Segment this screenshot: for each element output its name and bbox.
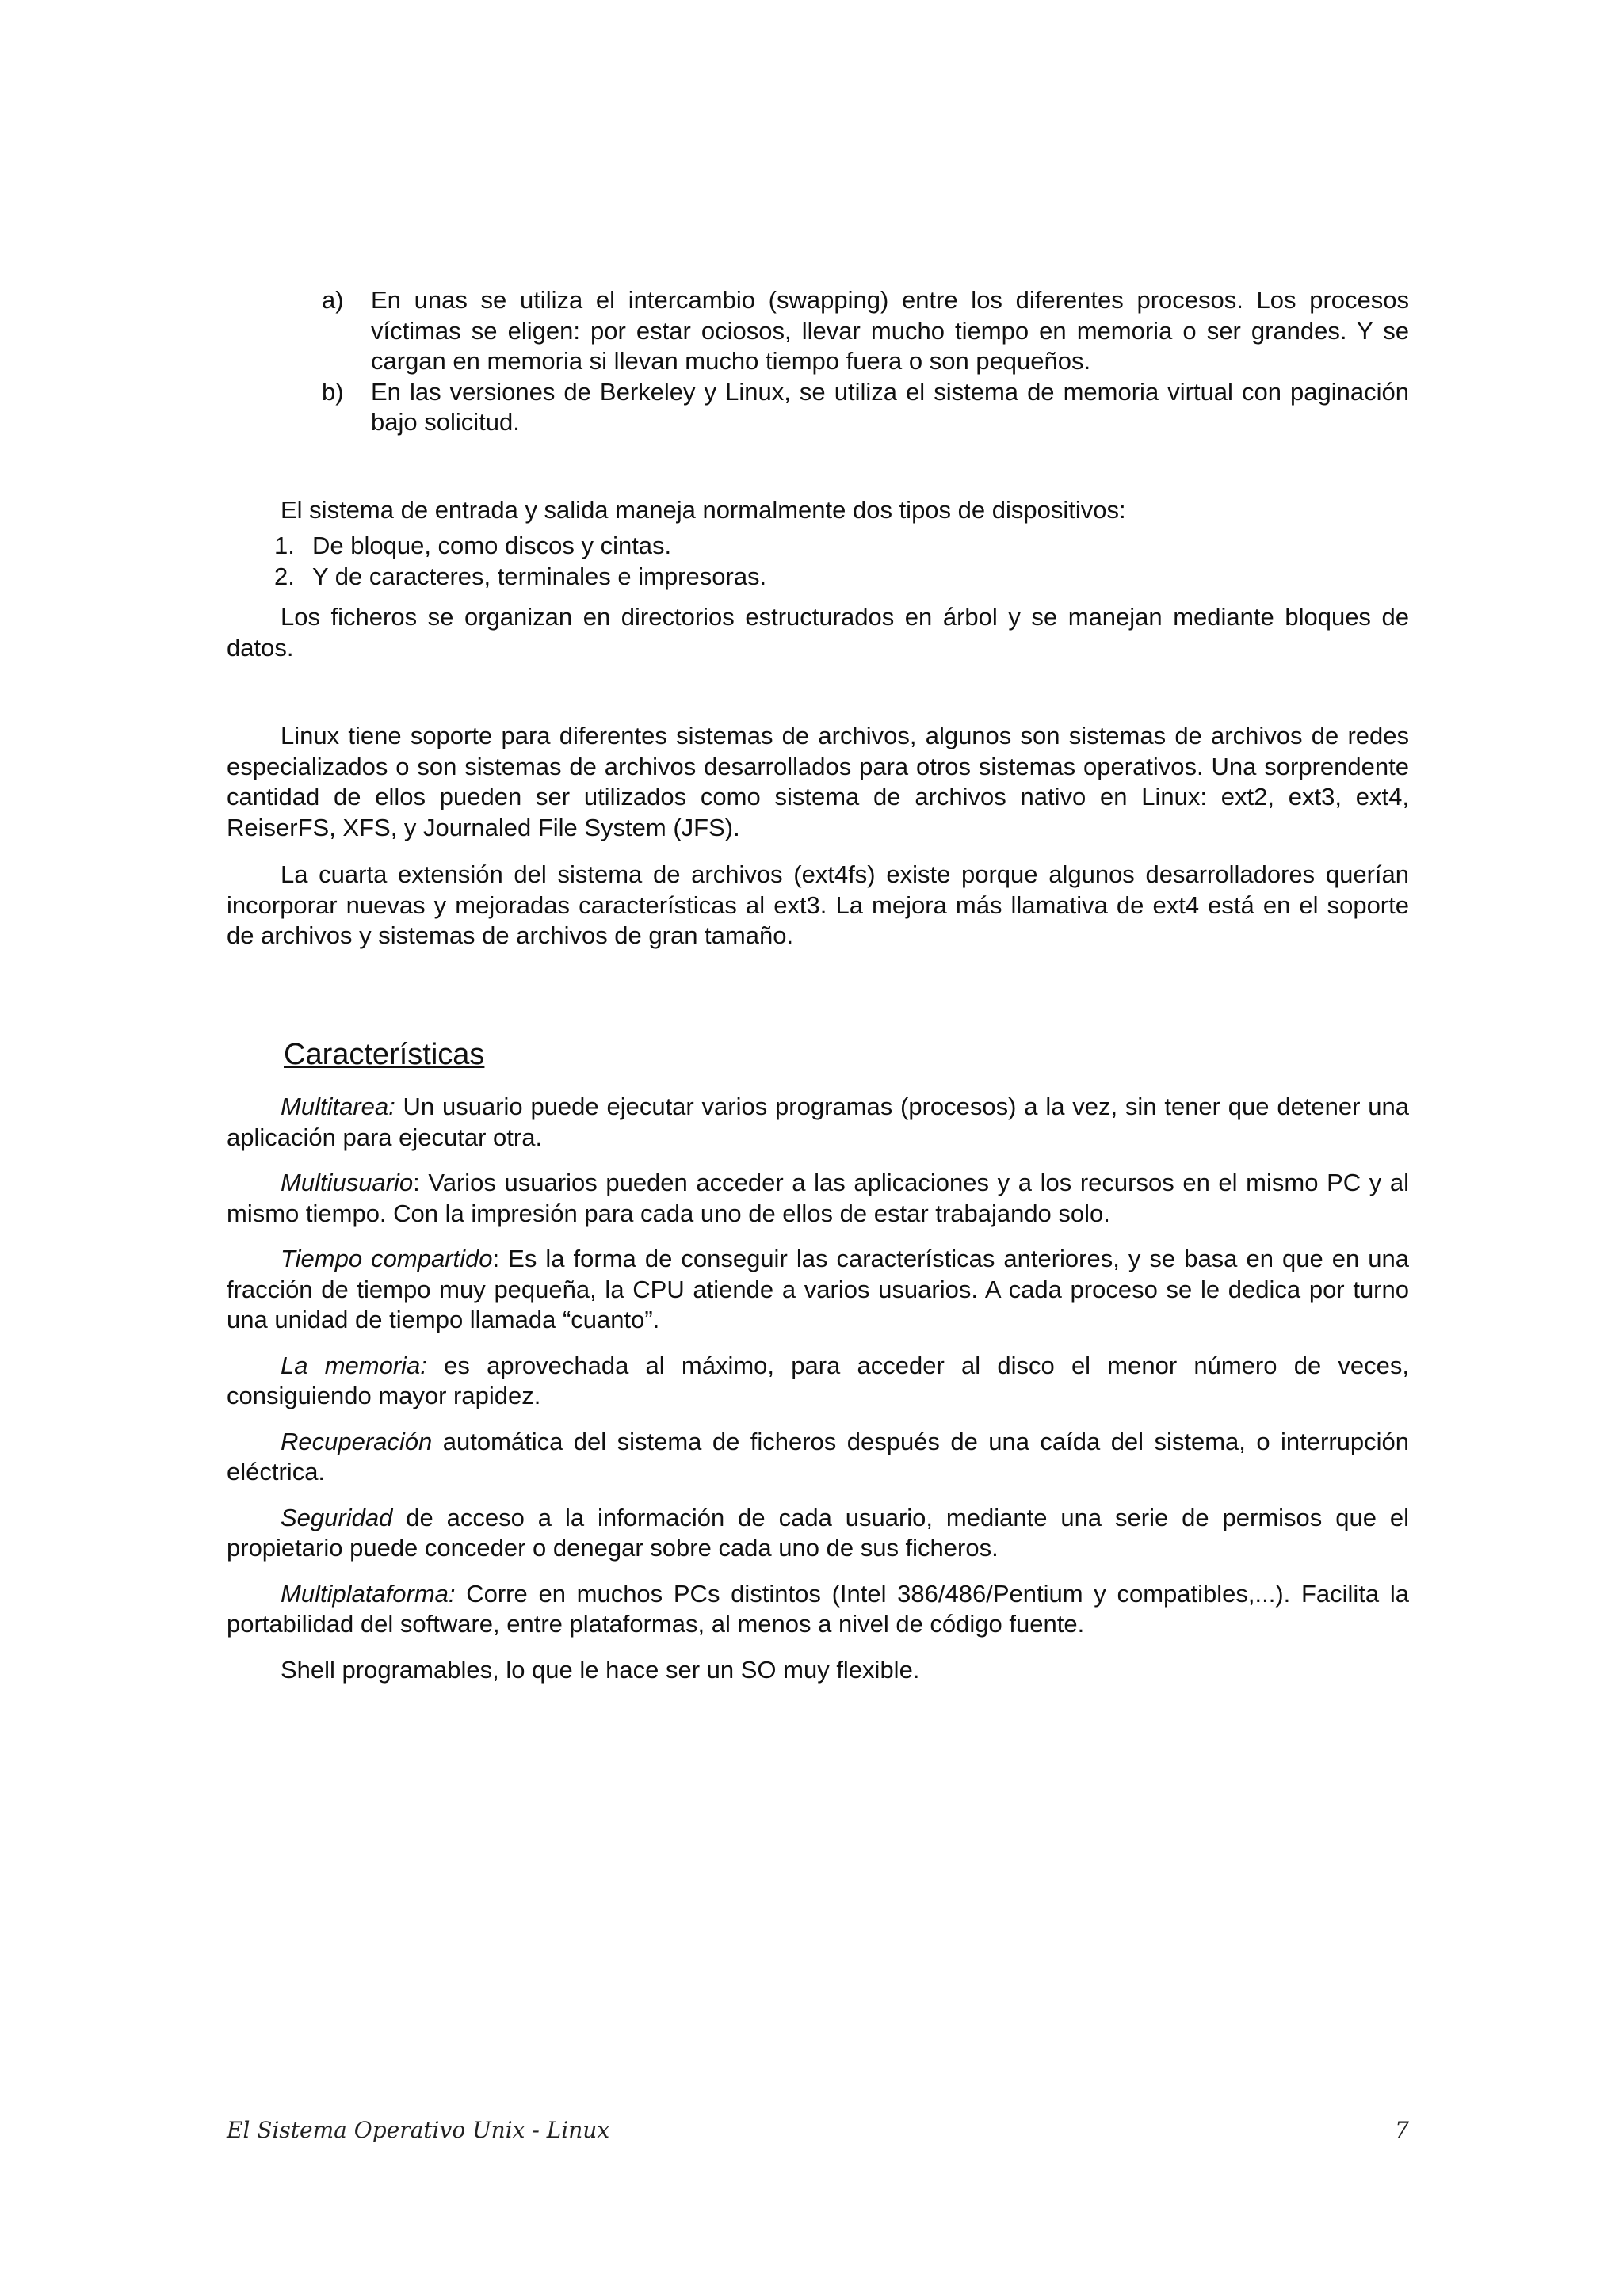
feature-term: La memoria: [281, 1351, 427, 1379]
feature-text: Un usuario puede ejecutar varios programas (procesos) a la vez, sin tener que detener una aplicación para ejecutar otra. [227, 1093, 1409, 1151]
section-heading: Características [284, 1038, 485, 1071]
feature-term: Multiusuario [281, 1169, 414, 1196]
page-number: 7 [1395, 2117, 1409, 2143]
footer-title: El Sistema Operativo Unix - Linux [227, 2117, 610, 2143]
feature-paragraph [227, 1503, 1409, 1564]
feature-paragraph [227, 1427, 1409, 1488]
feature-term: Recuperación [281, 1427, 433, 1455]
feature-text: es aprovechada al máximo, para acceder al disco el menor número de veces, consiguiendo mayor rapidez. [227, 1351, 1409, 1409]
feature-text: Corre en muchos PCs distintos (Intel 386/486/Pentium y compatibles,...). Facilita la portabilidad del software, entre plataformas, al menos a nivel de código fuente. [227, 1579, 1409, 1638]
feature-term: Tiempo compartido [281, 1245, 493, 1272]
linux-filesystems-paragraph: Linux tiene soporte para diferentes sistemas de archivos, algunos son sistemas de archivos de redes especializados o son sistemas de archivos desarrollados para otros sistemas operativos. Una sorprendente cantidad de ellos pueden ser utilizados como sistema de archivos nativo en Linux: ext2, ext3, ext4, ReiserFS, XFS, y Journaled File System (JFS). [227, 722, 1409, 841]
list-marker: 2. [274, 562, 295, 590]
feature-text: de acceso a la información de cada usuario, mediante una serie de permisos que el propietario puede conceder o denegar sobre cada uno de sus ficheros. [227, 1503, 1409, 1562]
list-item [274, 531, 766, 562]
feature-paragraph [227, 1351, 1409, 1412]
feature-paragraph [227, 1168, 1409, 1229]
list-item [322, 285, 1409, 377]
ext4-paragraph: La cuarta extensión del sistema de archivos (ext4fs) existe porque algunos desarrolladores querían incorporar nuevas y mejoradas características al ext3. La mejora más llamativa de ext4 está en el soporte de archivos y sistemas de archivos de gran tamaño. [227, 860, 1409, 949]
feature-term: Multiplataforma: [281, 1579, 456, 1608]
feature-paragraph [227, 1092, 1409, 1153]
feature-term: Multitarea: [281, 1093, 395, 1120]
feature-text: : Es la forma de conseguir las características anteriores, y se basa en que en una fracción de tiempo muy pequeña, la CPU atiende a varios usuarios. A cada proceso se le dedica por turno una unidad de tiempo llamada “cuanto”. [227, 1245, 1410, 1333]
memory-management-list [322, 285, 1409, 438]
ficheros-paragraph: Los ficheros se organizan en directorios estructurados en árbol y se manejan mediante bloques de datos. [227, 603, 1409, 662]
list-item-text: Y de caracteres, terminales e impresoras. [312, 562, 767, 590]
feature-term: Seguridad [281, 1503, 393, 1531]
device-types-list [274, 531, 766, 592]
page-footer [227, 2117, 1409, 2149]
list-marker: 1. [274, 532, 295, 559]
list-marker: b) [322, 377, 344, 406]
list-item-text: En unas se utiliza el intercambio (swapping) entre los diferentes procesos. Los procesos víctimas se eligen: por estar ociosos, llevar mucho tiempo en memoria o ser grandes. Y se cargan en memoria si llevan mucho tiempo fuera o son pequeños. [371, 286, 1409, 375]
feature-paragraph [227, 1244, 1409, 1336]
feature-paragraph [227, 1579, 1409, 1640]
list-item [274, 562, 766, 593]
feature-paragraph [227, 1655, 1409, 1686]
io-intro-paragraph: El sistema de entrada y salida maneja normalmente dos tipos de dispositivos: [281, 496, 1126, 524]
feature-text: : Varios usuarios pueden acceder a las aplicaciones y a los recursos en el mismo PC y al mismo tiempo. Con la impresión para cada uno de ellos de estar trabajando solo. [227, 1169, 1409, 1227]
feature-text: automática del sistema de ficheros después de una caída del sistema, o interrupción eléctrica. [227, 1427, 1409, 1486]
features-section [227, 1092, 1409, 1700]
list-item-text: En las versiones de Berkeley y Linux, se utiliza el sistema de memoria virtual con paginación bajo solicitud. [371, 377, 1409, 436]
list-item-text: De bloque, como discos y cintas. [312, 532, 672, 559]
list-marker: a) [322, 286, 344, 314]
list-item [322, 377, 1409, 438]
feature-text: Shell programables, lo que le hace ser un SO muy flexible. [281, 1655, 920, 1684]
